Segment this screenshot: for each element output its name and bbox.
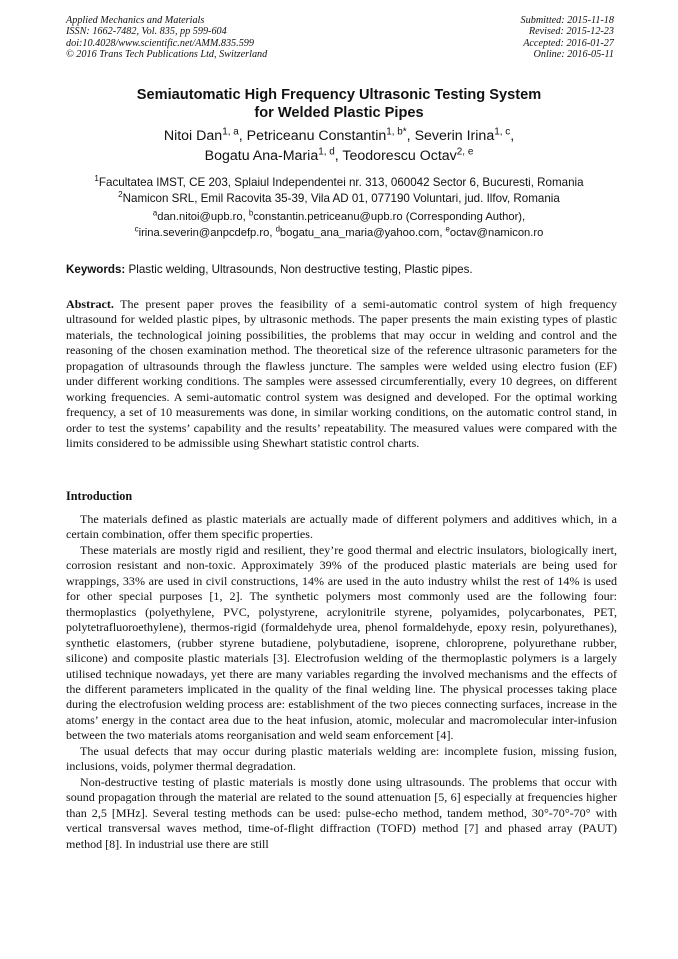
author-affiliation-mark: 1, d — [318, 146, 335, 158]
paragraph: The usual defects that may occur during plastic materials welding are: incomplete fusion, missing fusion, inclusions, voids, polymer thermal degradation. — [66, 743, 617, 774]
introduction-body — [66, 512, 617, 852]
paper-title — [0, 86, 678, 122]
author-separator: , — [510, 128, 515, 144]
keywords — [66, 262, 616, 277]
email-mark: e — [445, 223, 450, 233]
affiliation-text: Namicon SRL, Emil Racovita 35-39, Vila AD 01, 077190 Voluntari, jud. Ilfov, Romania — [122, 191, 560, 205]
author-separator: , — [406, 128, 415, 144]
journal-issn: ISSN: 1662-7482, Vol. 835, pp 599-604 — [66, 26, 227, 38]
accepted-date: Accepted: 2016-01-27 — [523, 37, 614, 49]
email-link[interactable]: octav@namicon.ro — [449, 226, 544, 239]
author-affiliation-mark: 1, c — [494, 126, 511, 138]
author-name: Petriceanu Constantin — [246, 128, 387, 144]
email-line-2: $^c$irina.severin@anpcdefp.ro, $^d$bogatu_ana_maria@yahoo.com, $^e$octav@namicon.ro — [134, 223, 544, 239]
dates-header — [521, 15, 614, 61]
author-list — [0, 126, 678, 166]
title-line-1: Semiautomatic High Frequency Ultrasonic Testing System — [136, 87, 542, 103]
email-link[interactable]: bogatu_ana_maria@yahoo.com — [279, 226, 440, 239]
affiliations — [0, 175, 678, 206]
journal-copyright: © 2016 Trans Tech Publications Ltd, Switzerland — [66, 49, 268, 61]
email-line-1: $^a$dan.nitoi@upb.ro, $^b$constantin.petriceanu@upb.ro (Corresponding Author), — [152, 208, 526, 223]
abstract-label: Abstract. — [66, 297, 114, 311]
revised-date: Revised: 2015-12-23 — [528, 26, 614, 38]
affiliation-1 — [0, 175, 678, 191]
email-mark: c — [134, 223, 139, 233]
email-mark: d — [275, 223, 280, 233]
submitted-date: Submitted: 2015-11-18 — [520, 15, 614, 26]
email-mark: a — [152, 208, 158, 218]
section-heading-introduction: Introduction — [66, 489, 133, 503]
author-name: Severin Irina — [414, 128, 495, 144]
author-affiliation-mark: 2, e — [456, 146, 474, 158]
affiliation-mark: 2 — [118, 189, 123, 199]
author-line-2 — [0, 146, 678, 166]
paragraph: The materials defined as plastic materials are actually made of different polymers and additives which, in a certain combination, offer them specific properties. — [66, 512, 617, 542]
author-separator: , — [238, 128, 247, 144]
author-name: Nitoi Dan — [163, 128, 223, 144]
author-emails — [0, 210, 678, 241]
author-line-1 — [0, 126, 678, 146]
affiliation-mark: 1 — [94, 174, 99, 184]
title-line-2: for Welded Plastic Pipes — [254, 105, 424, 121]
author-name: Bogatu Ana-Maria — [204, 148, 319, 164]
email-mark: b — [248, 208, 254, 218]
affiliation-text: Facultatea IMST, CE 203, Splaiul Independentei nr. 313, 060042 Sector 6, Bucuresti, Romania — [98, 176, 584, 189]
paragraph: Non-destructive testing of plastic materials is mostly done using ultrasounds. The problems that occur with sound propagation through the material are related to the sound attenuation [5, 6] especially at frequencies higher than 2,5 [MHz]. Several testing methods can be used: pulse-echo method, tandem method, 30°-70°-70° with vertical transversal waves method, time-of-flight diffraction (TOFD) method [7] and phased array (PAUT) method [8]. In industrial use there are still — [66, 774, 617, 851]
abstract — [66, 297, 617, 452]
email-link[interactable]: dan.nitoi@upb.ro — [157, 211, 243, 223]
keywords-label: Keywords: — [66, 263, 126, 276]
journal-header — [66, 15, 267, 61]
author-name: Teodorescu Octav — [342, 148, 457, 164]
abstract-text: The present paper proves the feasibility of a semi-automatic control system of high frequency ultrasound for welded plastic pipes, by ultrasonic methods. The paper presents the main existing types of plastic materials, the technological joining possibilities, the problems that may occur in welding and control and the reasoning of the chosen examination method. The theoretical size of the reference ultrasonic parameters for the propagation of ultrasounds through the flawless juncture. The samples were welded using electro fusion (EF) under different working conditions. The samples were assessed circumferentially, every 10 degrees, on different working frequencies. A semi-automatic control system was designed and developed. For the optimal working frequency, a set of 10 measurements was done, in similar working conditions, on the automatic control stand, in order to test the systems’ capability and the results’ repeatability. The measured values were compared with the limits considered to be admissible using Shewhart statistic control charts. — [66, 297, 618, 451]
online-date: Online: 2016-05-11 — [533, 49, 614, 61]
email-link[interactable]: constantin.petriceanu@upb.ro (Corresponding Author) — [253, 211, 523, 223]
author-affiliation-mark: 1, b* — [386, 126, 407, 138]
journal-doi: doi:10.4028/www.scientific.net/AMM.835.599 — [66, 37, 254, 49]
author-affiliation-mark: 1, a — [222, 126, 239, 138]
affiliation-2 — [0, 191, 678, 207]
journal-name: Applied Mechanics and Materials — [66, 15, 205, 26]
paragraph: These materials are mostly rigid and resilient, they’re good thermal and electric insulators, biologically inert, corrosion resistant and non-toxic. Approximately 39% of the produced plastic materials are being used for wrappings, 33% are used in civil constructions, 14% are used in the auto industry whilst the rest of 14% is used for other special purposes [1, 2]. The synthetic polymers most commonly used are the following four: thermoplastics (polyethylene, PVC, polystyrene, acrylonitrile styrene, polyamides, polycarbonates, PET, polytetrafluoroethylene), thermos-rigid (formaldehyde urea, phenol formaldehyde, epoxy resin, polyurethanes), synthetic elastomers, (rubber styrene butadiene, polybutadiene, isoprene, chloroprene, polyurethane rubber, silicone) and composite plastic materials [3]. Electrofusion welding of the thermoplastic polymers is a largely utilised technique nowadays, yet there are many variables regarding the involved mechanisms and the effects of the different parameters implicated in the quality of the final welding line. The physical processes taking place during the electrofusion welding process are: establishment of the two pieces connecting surfaces, increase in the atoms’ energy in the contact area due to the heat infusion, atomic, molecular and macromolecular inter-infusion between the two materials atoms reorganisation and weld seam enforcement [4]. — [66, 542, 617, 743]
author-separator: , — [334, 148, 343, 164]
keywords-text: Plastic welding, Ultrasounds, Non destructive testing, Plastic pipes. — [128, 263, 473, 276]
email-link[interactable]: irina.severin@anpcdefp.ro — [138, 226, 270, 239]
